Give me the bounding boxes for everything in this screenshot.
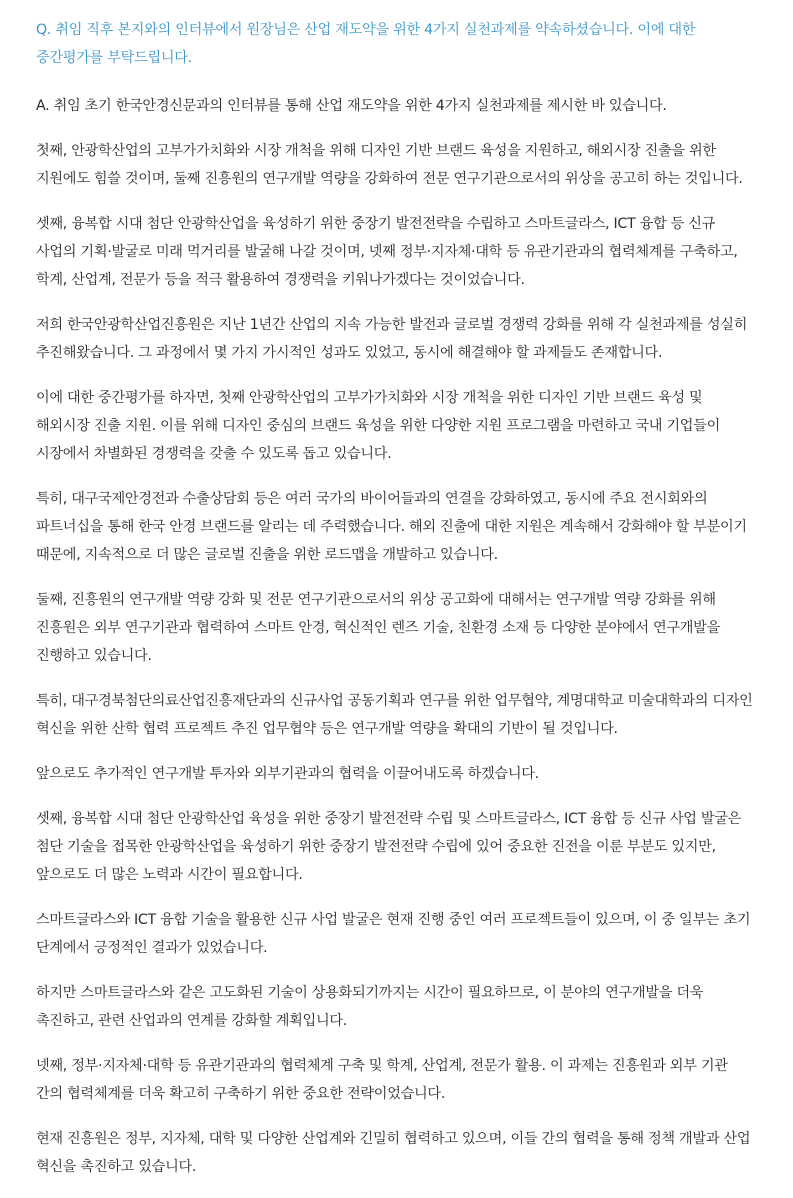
answer-paragraph: 특히, 대구경북첨단의료산업진흥재단과의 신규사업 공동기획과 연구를 위한 업무협약, 계명대학교 미술대학과의 디자인 혁신을 위한 산학 협력 프로젝트 추진 업무협약 등은 연구개발 역량을 확대의 기반이 될 것입니다. [36,693,753,737]
answer-paragraph: 현재 진흥원은 정부, 지자체, 대학 및 다양한 산업계와 긴밀히 협력하고 있으며, 이들 간의 협력을 통해 정책 개발과 산업 혁신을 촉진하고 있습니다. [36,1131,751,1175]
answer-paragraph: 이에 대한 중간평가를 하자면, 첫째 안광학산업의 고부가가치화와 시장 개척을 위한 디자인 기반 브랜드 육성 및 해외시장 진출 지원. 이를 위해 디자인 중심의 브랜드 육성을 위한 다양한 지원 프로그램을 마련하고 국내 기업들이 시장에서 차별화된 경쟁력을 갖출 수 있도록 돕고 있습니다. [36,390,720,462]
interview-question: Q. 취임 직후 본지와의 인터뷰에서 원장님은 산업 재도약을 위한 4가지 실천과제를 약속하셨습니다. 이에 대한 중간평가를 부탁드립니다. [36,22,696,66]
answer-paragraph: 저희 한국안광학산업진흥원은 지난 1년간 산업의 지속 가능한 발전과 글로벌 경쟁력 강화를 위해 각 실천과제를 성실히 추진해왔습니다. 그 과정에서 몇 가지 가시적인 성과도 있었고, 동시에 해결해야 할 과제들도 존재합니다. [36,317,748,361]
answer-paragraph: 셋째, 융복합 시대 첨단 안광학산업 육성을 위한 중장기 발전전략 수립 및 스마트글라스, ICT 융합 등 신규 사업 발굴은 첨단 기술을 접목한 안광학산업을 육성하기 위한 중장기 발전전략 수립에 있어 중요한 진전을 이룬 부분도 있지만, 앞으로도 더 많은 노력과 시간이 필요합니다. [36,811,742,883]
article-body [36,16,758,1198]
answer-paragraph: 첫째, 안광학산업의 고부가가치화와 시장 개척을 위해 디자인 기반 브랜드 육성을 지원하고, 해외시장 진출을 위한 지원에도 힘쓸 것이며, 둘째 진흥원의 연구개발 역량을 강화하여 전문 연구기관으로서의 위상을 공고히 하는 것입니다. [36,143,743,187]
answer-paragraph: 특히, 대구국제안경전과 수출상담회 등은 여러 국가의 바이어들과의 연결을 강화하였고, 동시에 주요 전시회와의 파트너십을 통해 한국 안경 브랜드를 알리는 데 주력했습니다. 해외 진출에 대한 지원은 계속해서 강화해야 할 부분이기 때문에, 지속적으로 더 많은 글로벌 진출을 위한 로드맵을 개발하고 있습니다. [36,491,747,563]
answer-paragraph: 넷째, 정부·지자체·대학 등 유관기관과의 협력체계 구축 및 학계, 산업계, 전문가 활용. 이 과제는 진흥원과 외부 기관 간의 협력체계를 더욱 확고히 구축하기 위한 중요한 전략이었습니다. [36,1058,728,1102]
answer-paragraph: 둘째, 진흥원의 연구개발 역량 강화 및 전문 연구기관으로서의 위상 공고화에 대해서는 연구개발 역량 강화를 위해 진흥원은 외부 연구기관과 협력하여 스마트 안경, 혁신적인 렌즈 기술, 친환경 소재 등 다양한 분야에서 연구개발을 진행하고 있습니다. [36,592,720,664]
answer-paragraph: A. 취임 초기 한국안경신문과의 인터뷰를 통해 산업 재도약을 위한 4가지 실천과제를 제시한 바 있습니다. [36,98,667,114]
answer-paragraph: 앞으로도 추가적인 연구개발 투자와 외부기관과의 협력을 이끌어내도록 하겠습니다. [36,766,539,782]
answer-paragraph: 셋째, 융복합 시대 첨단 안광학산업을 육성하기 위한 중장기 발전전략을 수립하고 스마트글라스, ICT 융합 등 신규 사업의 기획·발굴로 미래 먹거리를 발굴해 나갈 것이며, 넷째 정부·지자체·대학 등 유관기관과의 협력체계를 구축하고, 학계, 산업계, 전문가 등을 적극 활용하여 경쟁력을 키워나가겠다는 것이었습니다. [36,216,738,288]
answer-paragraph: 스마트글라스와 ICT 융합 기술을 활용한 신규 사업 발굴은 현재 진행 중인 여러 프로젝트들이 있으며, 이 중 일부는 초기 단계에서 긍정적인 결과가 있었습니다. [36,912,751,956]
answer-paragraph: 하지만 스마트글라스와 같은 고도화된 기술이 상용화되기까지는 시간이 필요하므로, 이 분야의 연구개발을 더욱 촉진하고, 관련 산업과의 연계를 강화할 계획입니다. [36,985,704,1029]
